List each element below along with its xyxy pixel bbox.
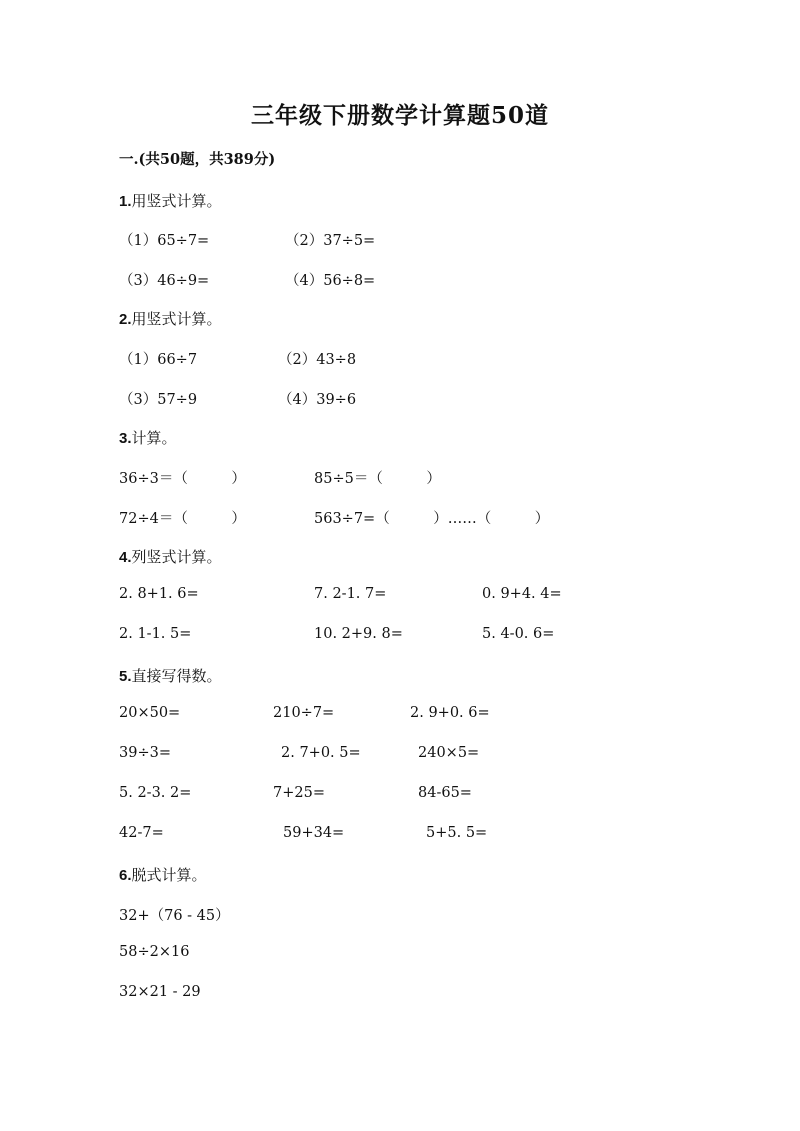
question-text: 用竖式计算。: [131, 310, 222, 328]
question-4-title: [119, 546, 222, 567]
q4-item-6: 5. 4-0. 6=: [482, 626, 555, 642]
q5-item-7: 5. 2-3. 2=: [119, 785, 192, 801]
q3-item-3: 72÷4＝（ ）: [119, 511, 246, 527]
q3-item-4: 563÷7=（ ）……（ ）: [314, 511, 550, 527]
question-number: 5.: [119, 668, 132, 685]
q2-item-3: （3）57÷9: [119, 392, 198, 408]
question-text: 列竖式计算。: [131, 548, 222, 566]
q2-item-1: （1）66÷7: [119, 352, 198, 368]
q1-item-2: （2）37÷5=: [285, 233, 376, 249]
q6-item-3: 32×21 - 29: [119, 984, 201, 1000]
q3-item-1: 36÷3＝（ ）: [119, 471, 246, 487]
question-text: 脱式计算。: [131, 866, 207, 884]
q1-item-3: （3）46÷9=: [119, 273, 210, 289]
question-2-title: [119, 308, 222, 329]
q5-item-3: 2. 9+0. 6=: [410, 705, 490, 721]
question-number: 6.: [119, 867, 132, 884]
q4-item-1: 2. 8+1. 6=: [119, 586, 199, 602]
q1-item-1: （1）65÷7=: [119, 233, 210, 249]
question-text: 直接写得数。: [131, 667, 222, 685]
q4-item-4: 2. 1-1. 5=: [119, 626, 192, 642]
question-text: 计算。: [131, 429, 177, 447]
q4-item-5: 10. 2+9. 8=: [314, 626, 403, 642]
q5-item-1: 20×50=: [119, 705, 181, 721]
q2-item-2: （2）43÷8: [278, 352, 357, 368]
question-number: 1.: [119, 193, 132, 210]
question-number: 4.: [119, 549, 132, 566]
q5-item-5: 2. 7+0. 5=: [281, 745, 361, 761]
question-1-title: [119, 190, 222, 211]
question-6-title: [119, 864, 207, 885]
q4-item-3: 0. 9+4. 4=: [482, 586, 562, 602]
q6-item-2: 58÷2×16: [119, 944, 190, 960]
question-text: 用竖式计算。: [131, 192, 222, 210]
q5-item-12: 5+5. 5=: [426, 825, 488, 841]
q5-item-9: 84-65=: [418, 785, 472, 801]
q2-item-4: （4）39÷6: [278, 392, 357, 408]
q5-item-10: 42-7=: [119, 825, 164, 841]
q3-item-2: 85÷5＝（ ）: [314, 471, 441, 487]
question-3-title: [119, 427, 177, 448]
q5-item-2: 210÷7=: [273, 705, 335, 721]
q4-item-2: 7. 2-1. 7=: [314, 586, 387, 602]
q6-item-1: 32+（76 - 45）: [119, 908, 230, 924]
question-number: 3.: [119, 430, 132, 447]
q5-item-4: 39÷3=: [119, 745, 171, 761]
q5-item-11: 59+34=: [283, 825, 345, 841]
q5-item-6: 240×5=: [418, 745, 480, 761]
section-heading: 一.(共50题，共389分): [119, 151, 276, 168]
page-title: 三年级下册数学计算题50道: [250, 102, 549, 129]
q5-item-8: 7+25=: [273, 785, 325, 801]
question-5-title: [119, 665, 222, 686]
question-number: 2.: [119, 311, 132, 328]
q1-item-4: （4）56÷8=: [285, 273, 376, 289]
